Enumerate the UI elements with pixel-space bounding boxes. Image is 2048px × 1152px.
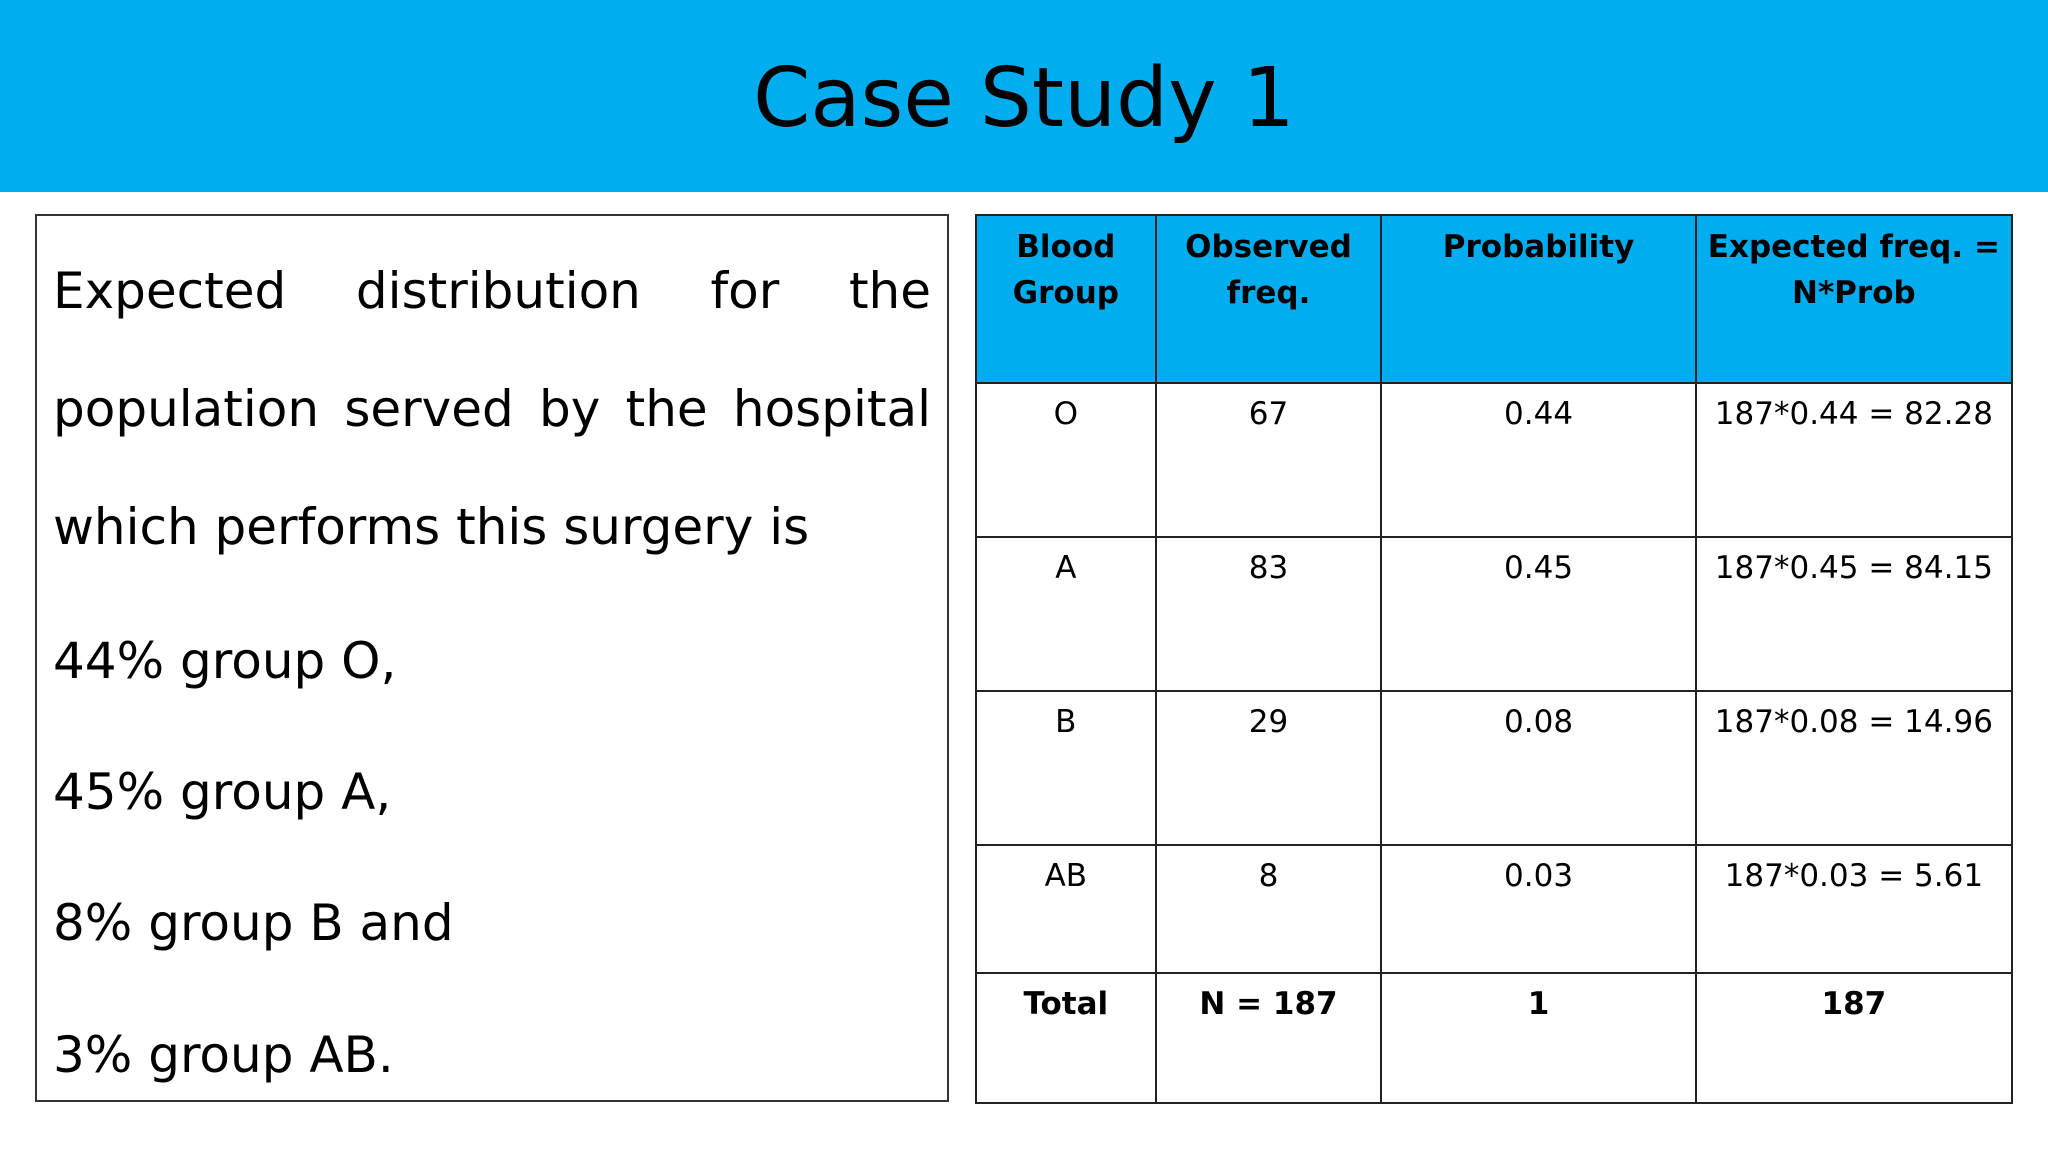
header-probability-label: Probability <box>1442 229 1635 265</box>
cell-observed: 29 <box>1156 691 1382 845</box>
header-blood-group-line-2: Group <box>1012 275 1119 311</box>
distribution-item-o: 44% group O, <box>53 632 397 690</box>
title-bar <box>0 0 2048 192</box>
table-row-total <box>976 973 2012 1103</box>
cell-probability: 0.44 <box>1381 383 1695 537</box>
cell-probability: 0.45 <box>1381 537 1695 691</box>
cell-probability: 0.03 <box>1381 845 1695 973</box>
table-header-row <box>976 215 2012 383</box>
cell-expected: 187*0.03 = 5.61 <box>1696 845 2012 973</box>
cell-total-observed: N = 187 <box>1156 973 1382 1103</box>
cell-observed: 67 <box>1156 383 1382 537</box>
distribution-item-ab: 3% group AB. <box>53 1026 394 1084</box>
header-expected-line-1: Expected freq. = <box>1707 229 2000 265</box>
description-line-1: Expected distribution for the <box>53 262 931 320</box>
header-probability <box>1381 215 1695 383</box>
cell-group: A <box>976 537 1156 691</box>
cell-total-label: Total <box>976 973 1156 1103</box>
slide-title: Case Study 1 <box>753 50 1295 146</box>
header-expected <box>1696 215 2012 383</box>
description-line-3: which performs this surgery is <box>53 498 810 556</box>
header-observed <box>1156 215 1382 383</box>
description-box <box>35 214 949 1102</box>
cell-expected: 187*0.44 = 82.28 <box>1696 383 2012 537</box>
cell-group: AB <box>976 845 1156 973</box>
cell-observed: 8 <box>1156 845 1382 973</box>
description-line-2: population served by the hospital <box>53 380 931 438</box>
header-observed-line-2: freq. <box>1226 275 1311 311</box>
cell-group: B <box>976 691 1156 845</box>
cell-total-probability: 1 <box>1381 973 1695 1103</box>
table-row-b <box>976 691 2012 845</box>
table-row-a <box>976 537 2012 691</box>
header-expected-line-2: N*Prob <box>1792 275 1916 311</box>
header-blood-group <box>976 215 1156 383</box>
cell-total-expected: 187 <box>1696 973 2012 1103</box>
distribution-item-b: 8% group B and <box>53 894 454 952</box>
header-blood-group-line-1: Blood <box>1016 229 1116 265</box>
table-row-o <box>976 383 2012 537</box>
cell-group: O <box>976 383 1156 537</box>
cell-expected: 187*0.45 = 84.15 <box>1696 537 2012 691</box>
cell-expected: 187*0.08 = 14.96 <box>1696 691 2012 845</box>
header-observed-line-1: Observed <box>1185 229 1352 265</box>
distribution-item-a: 45% group A, <box>53 763 392 821</box>
cell-probability: 0.08 <box>1381 691 1695 845</box>
cell-observed: 83 <box>1156 537 1382 691</box>
frequency-table <box>975 214 2013 1104</box>
table-row-ab <box>976 845 2012 973</box>
description-paragraph <box>53 232 931 586</box>
